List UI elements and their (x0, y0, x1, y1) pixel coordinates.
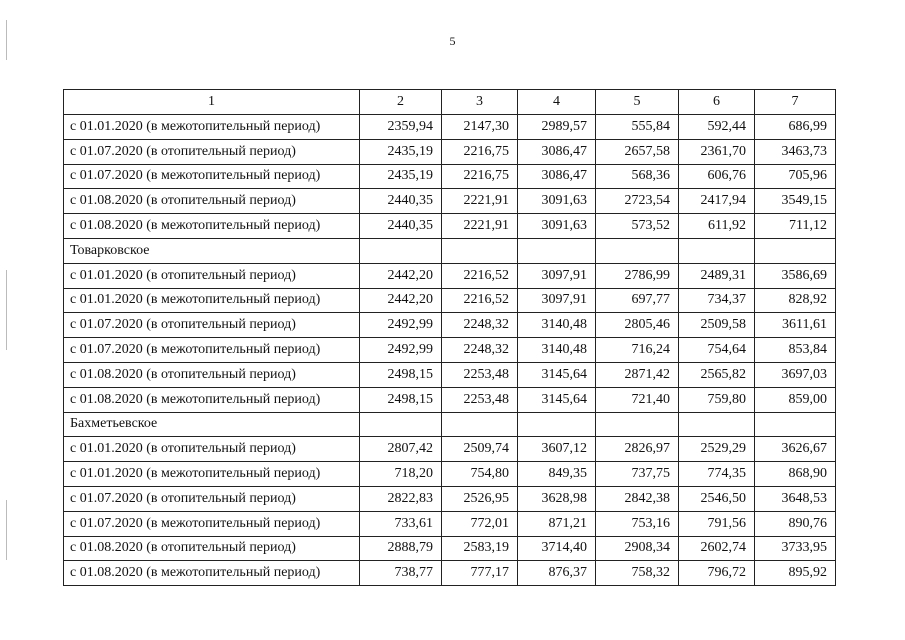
table-cell: 2492,99 (360, 338, 442, 363)
table-cell: 3140,48 (518, 313, 596, 338)
table-cell: 849,35 (518, 462, 596, 487)
column-header: 2 (360, 90, 442, 115)
table-cell: 2805,46 (596, 313, 679, 338)
table-cell: 568,36 (596, 164, 679, 189)
table-cell: 721,40 (596, 387, 679, 412)
row-label: с 01.01.2020 (в межотопительный период) (64, 462, 360, 487)
table-row (64, 214, 836, 239)
row-label: с 01.07.2020 (в отопительный период) (64, 486, 360, 511)
table-cell: 2216,52 (442, 263, 518, 288)
table-cell: 2253,48 (442, 362, 518, 387)
table-cell: 3097,91 (518, 263, 596, 288)
row-label: с 01.08.2020 (в отопительный период) (64, 189, 360, 214)
row-label: с 01.07.2020 (в межотопительный период) (64, 164, 360, 189)
table-cell: 2361,70 (679, 139, 755, 164)
column-header: 5 (596, 90, 679, 115)
table-cell: 705,96 (755, 164, 836, 189)
row-label: с 01.01.2020 (в отопительный период) (64, 263, 360, 288)
table-cell: 555,84 (596, 115, 679, 140)
table-cell: 2417,94 (679, 189, 755, 214)
table-cell: 697,77 (596, 288, 679, 313)
row-label: с 01.08.2020 (в отопительный период) (64, 536, 360, 561)
table-cell: 611,92 (679, 214, 755, 239)
table-cell: 2723,54 (596, 189, 679, 214)
table-cell (679, 412, 755, 437)
row-label: с 01.07.2020 (в отопительный период) (64, 139, 360, 164)
column-header: 4 (518, 90, 596, 115)
column-header: 6 (679, 90, 755, 115)
table-cell (596, 412, 679, 437)
table-cell (442, 412, 518, 437)
table-cell: 2565,82 (679, 362, 755, 387)
table-row (64, 238, 836, 263)
table-cell: 2526,95 (442, 486, 518, 511)
table-cell: 606,76 (679, 164, 755, 189)
table-cell (596, 238, 679, 263)
table-cell: 3648,53 (755, 486, 836, 511)
row-label: с 01.08.2020 (в межотопительный период) (64, 561, 360, 586)
table-row (64, 313, 836, 338)
row-label: с 01.07.2020 (в отопительный период) (64, 313, 360, 338)
table-cell: 3091,63 (518, 214, 596, 239)
table-cell: 733,61 (360, 511, 442, 536)
row-label: с 01.07.2020 (в межотопительный период) (64, 511, 360, 536)
table-cell: 871,21 (518, 511, 596, 536)
row-label: Бахметьевское (64, 412, 360, 437)
table-cell: 2826,97 (596, 437, 679, 462)
row-label: с 01.08.2020 (в межотопительный период) (64, 214, 360, 239)
row-label: с 01.08.2020 (в межотопительный период) (64, 387, 360, 412)
table-cell: 2440,35 (360, 214, 442, 239)
table-cell: 2888,79 (360, 536, 442, 561)
table-cell (755, 412, 836, 437)
table-row (64, 338, 836, 363)
table-cell: 2221,91 (442, 189, 518, 214)
table-cell: 2602,74 (679, 536, 755, 561)
table-cell (518, 412, 596, 437)
table-cell: 2147,30 (442, 115, 518, 140)
table-cell: 754,80 (442, 462, 518, 487)
table-header-row (64, 90, 836, 115)
table-cell: 718,20 (360, 462, 442, 487)
table-row (64, 139, 836, 164)
table-cell: 3607,12 (518, 437, 596, 462)
table-cell: 2989,57 (518, 115, 596, 140)
table-cell: 2435,19 (360, 139, 442, 164)
column-header: 3 (442, 90, 518, 115)
table-cell: 772,01 (442, 511, 518, 536)
table-body (64, 115, 836, 586)
table-cell: 738,77 (360, 561, 442, 586)
table-cell: 868,90 (755, 462, 836, 487)
table-cell: 890,76 (755, 511, 836, 536)
table-cell: 592,44 (679, 115, 755, 140)
table-row (64, 189, 836, 214)
table-cell: 2908,34 (596, 536, 679, 561)
table-cell: 573,52 (596, 214, 679, 239)
margin-scan-line (6, 270, 7, 350)
table-cell: 2248,32 (442, 313, 518, 338)
table-cell: 2786,99 (596, 263, 679, 288)
table-cell: 2216,75 (442, 139, 518, 164)
table-row (64, 115, 836, 140)
row-label: с 01.08.2020 (в отопительный период) (64, 362, 360, 387)
table-row (64, 164, 836, 189)
table-cell: 2248,32 (442, 338, 518, 363)
table-row (64, 263, 836, 288)
table-cell: 3714,40 (518, 536, 596, 561)
table-cell: 2807,42 (360, 437, 442, 462)
table-row (64, 437, 836, 462)
table-cell: 895,92 (755, 561, 836, 586)
table-cell: 777,17 (442, 561, 518, 586)
table-cell (360, 238, 442, 263)
table-cell: 3091,63 (518, 189, 596, 214)
table-row (64, 362, 836, 387)
table-cell: 716,24 (596, 338, 679, 363)
table-row (64, 462, 836, 487)
table-cell (360, 412, 442, 437)
table-cell: 3086,47 (518, 164, 596, 189)
margin-scan-line (6, 20, 7, 60)
row-label: с 01.07.2020 (в межотопительный период) (64, 338, 360, 363)
table-cell: 2583,19 (442, 536, 518, 561)
table-cell: 734,37 (679, 288, 755, 313)
table-cell: 3140,48 (518, 338, 596, 363)
table-cell: 774,35 (679, 462, 755, 487)
row-label: с 01.01.2020 (в межотопительный период) (64, 115, 360, 140)
table-cell: 791,56 (679, 511, 755, 536)
table-cell: 2509,74 (442, 437, 518, 462)
table-row (64, 511, 836, 536)
table-cell: 796,72 (679, 561, 755, 586)
table-cell: 2492,99 (360, 313, 442, 338)
row-label: Товарковское (64, 238, 360, 263)
tariff-table (63, 89, 836, 586)
table-cell: 828,92 (755, 288, 836, 313)
table-row (64, 288, 836, 313)
row-label: с 01.01.2020 (в отопительный период) (64, 437, 360, 462)
table-cell: 2498,15 (360, 387, 442, 412)
table-cell: 2546,50 (679, 486, 755, 511)
table-cell: 2442,20 (360, 288, 442, 313)
table-cell: 2216,52 (442, 288, 518, 313)
table-cell: 2822,83 (360, 486, 442, 511)
table-cell: 3145,64 (518, 362, 596, 387)
table-cell: 3628,98 (518, 486, 596, 511)
table-cell (755, 238, 836, 263)
table-cell: 3086,47 (518, 139, 596, 164)
table-cell: 2221,91 (442, 214, 518, 239)
table-cell: 2498,15 (360, 362, 442, 387)
column-header: 1 (64, 90, 360, 115)
table-cell: 758,32 (596, 561, 679, 586)
page-number: 5 (449, 34, 456, 48)
table-cell: 3549,15 (755, 189, 836, 214)
table-row (64, 561, 836, 586)
table-cell: 686,99 (755, 115, 836, 140)
table-cell: 2529,29 (679, 437, 755, 462)
table-cell: 2442,20 (360, 263, 442, 288)
table-cell (518, 238, 596, 263)
table-cell: 3097,91 (518, 288, 596, 313)
table-cell: 876,37 (518, 561, 596, 586)
table-cell: 759,80 (679, 387, 755, 412)
table-cell: 3611,61 (755, 313, 836, 338)
row-label: с 01.01.2020 (в межотопительный период) (64, 288, 360, 313)
table-cell: 711,12 (755, 214, 836, 239)
table-cell: 2509,58 (679, 313, 755, 338)
table-cell: 737,75 (596, 462, 679, 487)
table-cell: 2842,38 (596, 486, 679, 511)
table-cell: 3733,95 (755, 536, 836, 561)
table-cell: 2657,58 (596, 139, 679, 164)
table-cell: 3586,69 (755, 263, 836, 288)
table-cell: 2489,31 (679, 263, 755, 288)
table-cell: 753,16 (596, 511, 679, 536)
table-cell: 2871,42 (596, 362, 679, 387)
table-cell: 3697,03 (755, 362, 836, 387)
table-cell (442, 238, 518, 263)
table-cell: 3463,73 (755, 139, 836, 164)
table-row (64, 412, 836, 437)
table-cell: 2359,94 (360, 115, 442, 140)
table-row (64, 536, 836, 561)
table-cell: 853,84 (755, 338, 836, 363)
table-cell: 3626,67 (755, 437, 836, 462)
table-cell: 2253,48 (442, 387, 518, 412)
table-cell (679, 238, 755, 263)
column-header: 7 (755, 90, 836, 115)
table-row (64, 486, 836, 511)
table-row (64, 387, 836, 412)
table-cell: 859,00 (755, 387, 836, 412)
table-cell: 2435,19 (360, 164, 442, 189)
table-cell: 3145,64 (518, 387, 596, 412)
table-cell: 2216,75 (442, 164, 518, 189)
table-cell: 2440,35 (360, 189, 442, 214)
table-cell: 754,64 (679, 338, 755, 363)
margin-scan-line (6, 500, 7, 560)
